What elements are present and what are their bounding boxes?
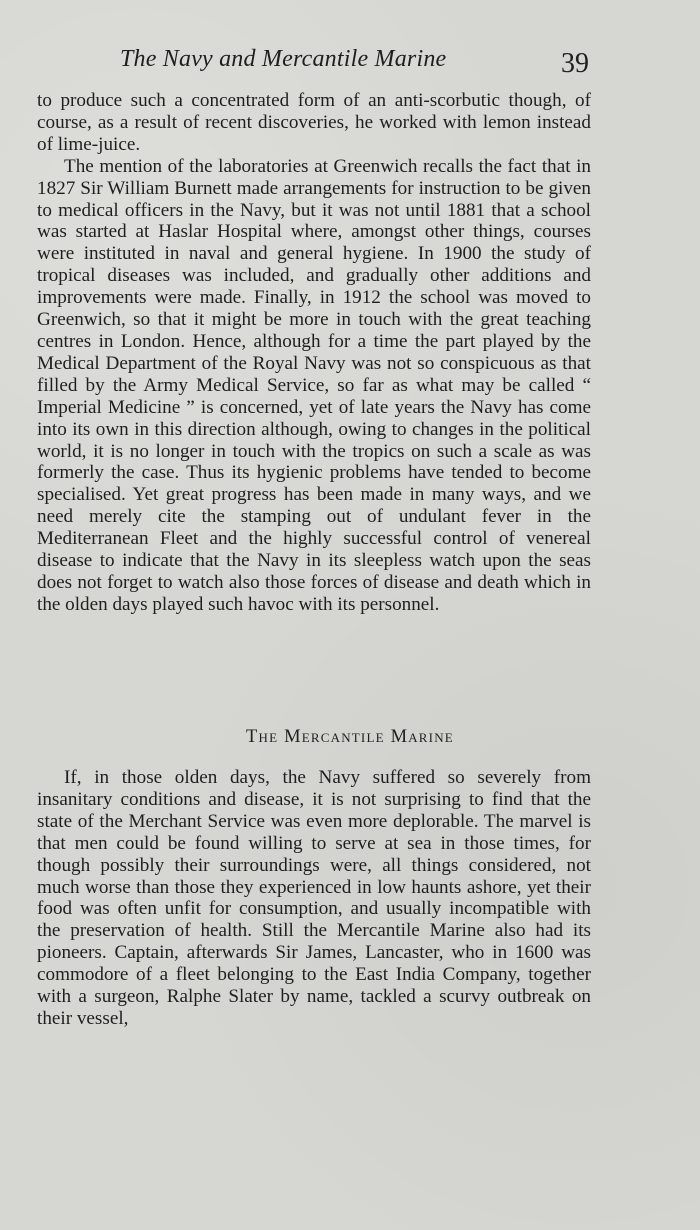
section-heading: The Mercantile Marine [246, 727, 454, 747]
main-text-block [37, 90, 591, 616]
page-number: 39 [561, 48, 589, 79]
running-head [0, 46, 700, 86]
paragraph-mercantile-marine: If, in those olden days, the Navy suffered so severely from insanitary conditions and disease, it is not surprising to find that the state of the Merchant Service was even more deplorable. The marvel is that men could be found willing to serve at sea in those times, for though possibly their surroundings were, all things considered, not much worse than those they experienced in low haunts ashore, yet their food was often unfit for consumption, and usually incompatible with the preservation of health. Still the Mercantile Marine also had its pioneers. Captain, afterwards Sir James, Lancaster, who in 1600 was commodore of a fleet belonging to the East India Company, together with a surgeon, Ralphe Slater by name, tackled a scurvy outbreak on their vessel, [37, 767, 591, 1029]
paragraph-greenwich-laboratories: The mention of the laboratories at Greenwich recalls the fact that in 1827 Sir William Burnett made arrangements for instruction to be given to medical officers in the Navy, but it was not until 1881 that a school was started at Haslar Hospital where, amongst other things, courses were instituted in naval and general hygiene. In 1900 the study of tropical diseases was included, and gradually other additions and improvements were made. Finally, in 1912 the school was moved to Greenwich, so that it might be more in touch with the great teaching centres in London. Hence, although for a time the part played by the Medical Department of the Royal Navy was not so conspicuous as that filled by the Army Medical Service, so far as what may be called “ Imperial Medicine ” is concerned, yet of late years the Navy has come into its own in this direction although, owing to changes in the political world, it is no longer in touch with the tropics on such a scale as was formerly the case. Thus its hygienic problems have tended to become specialised. Yet great progress has been made in many ways, and we need merely cite the stamping out of undulant fever in the Mediterranean Fleet and the highly successful control of venereal disease to indicate that the Navy in its sleepless watch upon the seas does not forget to watch also those forces of disease and death which in the olden days played such havoc with its personnel. [37, 155, 591, 615]
running-title: The Navy and Mercantile Marine [120, 46, 447, 72]
paragraph-continuation: to produce such a concentrated form of an anti-scorbutic though, of course, as a result of recent discoveries, he worked with lemon instead of lime-juice. [37, 90, 591, 155]
mercantile-marine-text-block [37, 767, 591, 1030]
